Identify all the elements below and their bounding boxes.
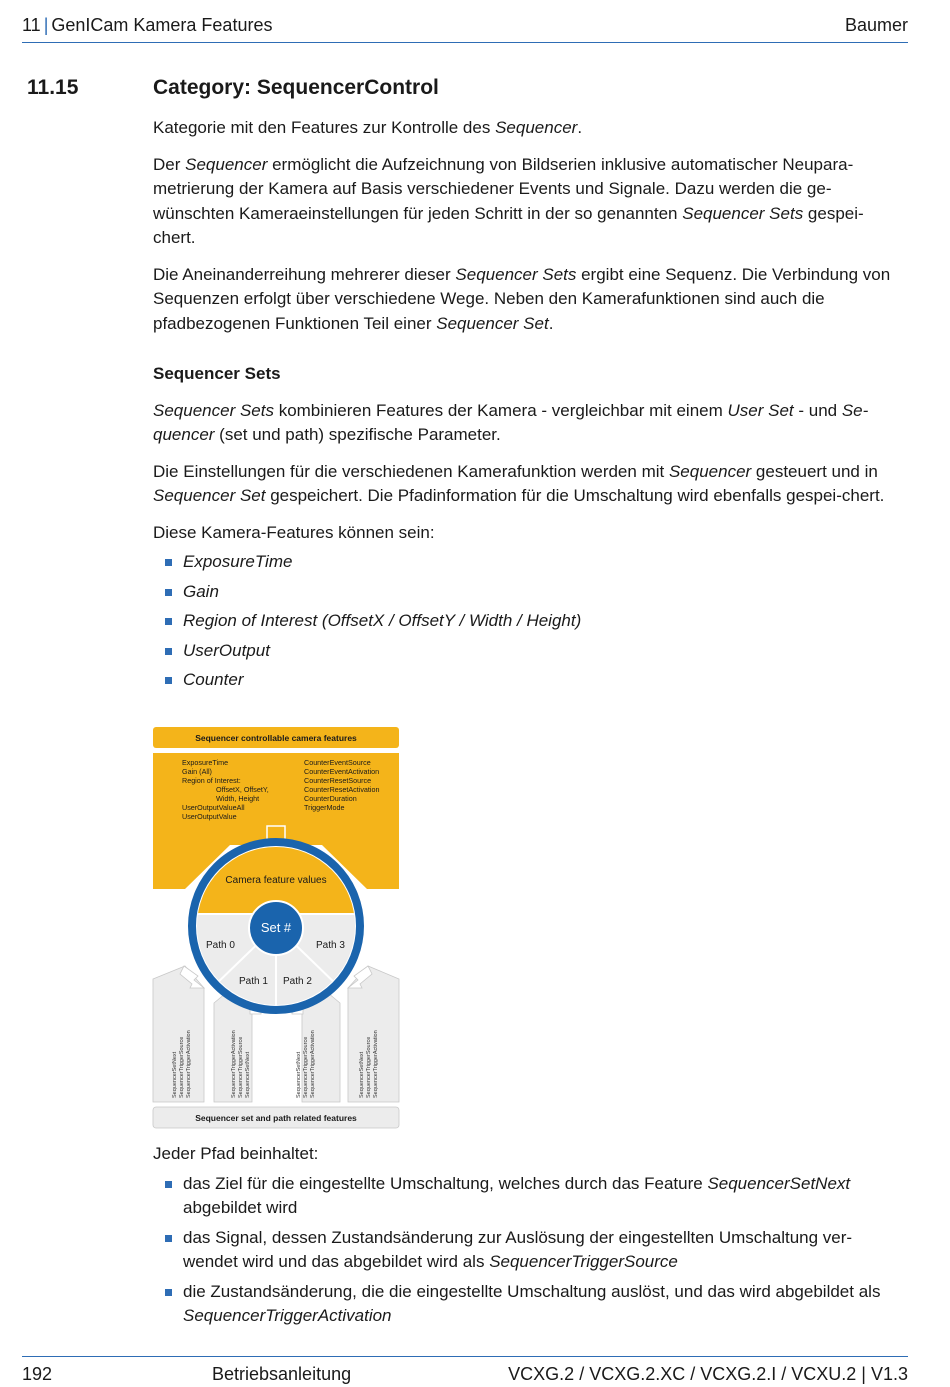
path-2-label: Path 2	[283, 976, 312, 987]
svg-text:SequencerTriggerActivation: SequencerTriggerActivation	[310, 1030, 316, 1098]
svg-text:CounterResetSource: CounterResetSource	[304, 776, 372, 785]
svg-text:SequencerTriggerSource: SequencerTriggerSource	[366, 1036, 372, 1098]
svg-text:ExposureTime: ExposureTime	[182, 758, 229, 767]
paragraph-6: Diese Kamera-Features können sein:	[153, 522, 435, 542]
svg-text:OffsetX, OffsetY,: OffsetX, OffsetY,	[216, 785, 269, 794]
bottom-banner-label: Sequencer set and path related features	[195, 1113, 357, 1123]
ring-label: Camera feature values	[225, 875, 327, 886]
center-label: Set #	[260, 920, 292, 935]
list-item: ExposureTime	[153, 550, 900, 575]
subheading: Sequencer Sets	[153, 364, 281, 383]
page-header	[22, 12, 908, 43]
svg-text:Region of Interest:: Region of Interest:	[182, 776, 241, 785]
svg-text:UserOutputValueAll: UserOutputValueAll	[182, 803, 245, 812]
section-title: Category: SequencerControl	[153, 76, 439, 99]
list-item: Counter	[153, 668, 900, 693]
list-item: UserOutput	[153, 639, 900, 664]
svg-text:CounterDuration: CounterDuration	[304, 794, 357, 803]
page-footer	[22, 1356, 908, 1387]
svg-text:SequencerTriggerActivation: SequencerTriggerActivation	[231, 1030, 237, 1098]
path-section	[153, 1142, 900, 1334]
svg-text:UserOutputValue: UserOutputValue	[182, 812, 237, 821]
paragraph-7: Jeder Pfad beinhaltet:	[153, 1144, 319, 1163]
paragraph-2: Der Sequencer ermöglicht die Aufzeichnung von Bildserien inklusive automatischer Neupara-metrierung der Kamera auf Basis verschiedener Events und Signale. Dazu werden die ge-wünschten Kameraeinstellungen für jeden Schritt in der so genannten Sequencer Sets gespei-chert.	[153, 154, 864, 247]
svg-text:SequencerTriggerSource: SequencerTriggerSource	[179, 1036, 185, 1098]
list-item: das Signal, dessen Zustandsänderung zur Auslösung der eingestellten Umschaltung ver-wendet wird und das abgebildet wird als SequencerTriggerSource	[153, 1226, 900, 1275]
paragraph-4: Sequencer Sets kombinieren Features der Kamera - vergleichbar mit einem User Set - und Se-quencer (set und path) spezifische Parameter.	[153, 400, 869, 444]
paragraph-3: Die Aneinanderreihung mehrerer dieser Sequencer Sets ergibt eine Sequenz. Die Verbindung von Sequenzen erfolgt über verschiedene Wege. Neben den Kamerafunktionen sind auch die pfadbezogenen Funktionen Teil einer Sequencer Set.	[153, 264, 891, 333]
svg-text:SequencerSetNext: SequencerSetNext	[296, 1051, 302, 1098]
path-0-label: Path 0	[206, 940, 235, 951]
paragraph-1: Kategorie mit den Features zur Kontrolle des Sequencer.	[153, 118, 583, 137]
path-3-label: Path 3	[316, 940, 345, 951]
svg-text:TriggerMode: TriggerMode	[304, 803, 345, 812]
doc-type: Betriebsanleitung	[212, 1364, 352, 1384]
svg-text:SequencerTriggerActivation: SequencerTriggerActivation	[373, 1030, 379, 1098]
path-list	[153, 1172, 900, 1329]
list-item: das Ziel für die eingestellte Umschaltung, welches durch das Feature SequencerSetNext abgebildet wird	[153, 1172, 900, 1221]
paragraph-5: Die Einstellungen für die verschiedenen Kamerafunktion werden mit Sequencer gesteuert und in Sequencer Set gespeichert. Die Pfadinformation für die Umschaltung wird ebenfalls gespei-chert.	[153, 461, 885, 505]
sequencer-sets-section	[153, 362, 900, 698]
header-brand: Baumer	[844, 15, 908, 35]
path-1-label: Path 1	[239, 976, 268, 987]
chapter-number: 11	[22, 15, 41, 35]
section-number: 11.15	[27, 76, 79, 99]
svg-text:SequencerSetNext: SequencerSetNext	[172, 1051, 178, 1098]
feature-list	[153, 550, 900, 693]
top-banner-label: Sequencer controllable camera features	[195, 733, 357, 743]
list-item: die Zustandsänderung, die die eingestellte Umschaltung auslöst, und das wird abgebildet als SequencerTriggerActivation	[153, 1280, 900, 1329]
model-list: VCXG.2 / VCXG.2.XC / VCXG.2.I / VCXU.2 | V1.3	[508, 1364, 908, 1384]
svg-text:SequencerTriggerSource: SequencerTriggerSource	[238, 1036, 244, 1098]
list-item: Region of Interest (OffsetX / OffsetY / Width / Height)	[153, 609, 900, 634]
svg-text:SequencerTriggerActivation: SequencerTriggerActivation	[186, 1030, 192, 1098]
svg-text:Width, Height: Width, Height	[216, 794, 260, 803]
svg-text:SequencerSetNext: SequencerSetNext	[245, 1051, 251, 1098]
header-chapter: 11 | GenICam Kamera Features	[22, 15, 273, 35]
page-number: 192	[22, 1364, 53, 1384]
sequencer-diagram	[152, 726, 400, 1130]
list-item: Gain	[153, 580, 900, 605]
intro-text	[153, 116, 900, 336]
svg-text:CounterEventSource: CounterEventSource	[304, 758, 371, 767]
svg-text:SequencerSetNext: SequencerSetNext	[359, 1051, 365, 1098]
svg-text:Gain (All): Gain (All)	[182, 767, 212, 776]
chapter-title: GenICam Kamera Features	[51, 15, 273, 35]
svg-text:CounterEventActivation: CounterEventActivation	[304, 767, 380, 776]
svg-text:CounterResetActivation: CounterResetActivation	[304, 785, 380, 794]
svg-text:SequencerTriggerSource: SequencerTriggerSource	[303, 1036, 309, 1098]
